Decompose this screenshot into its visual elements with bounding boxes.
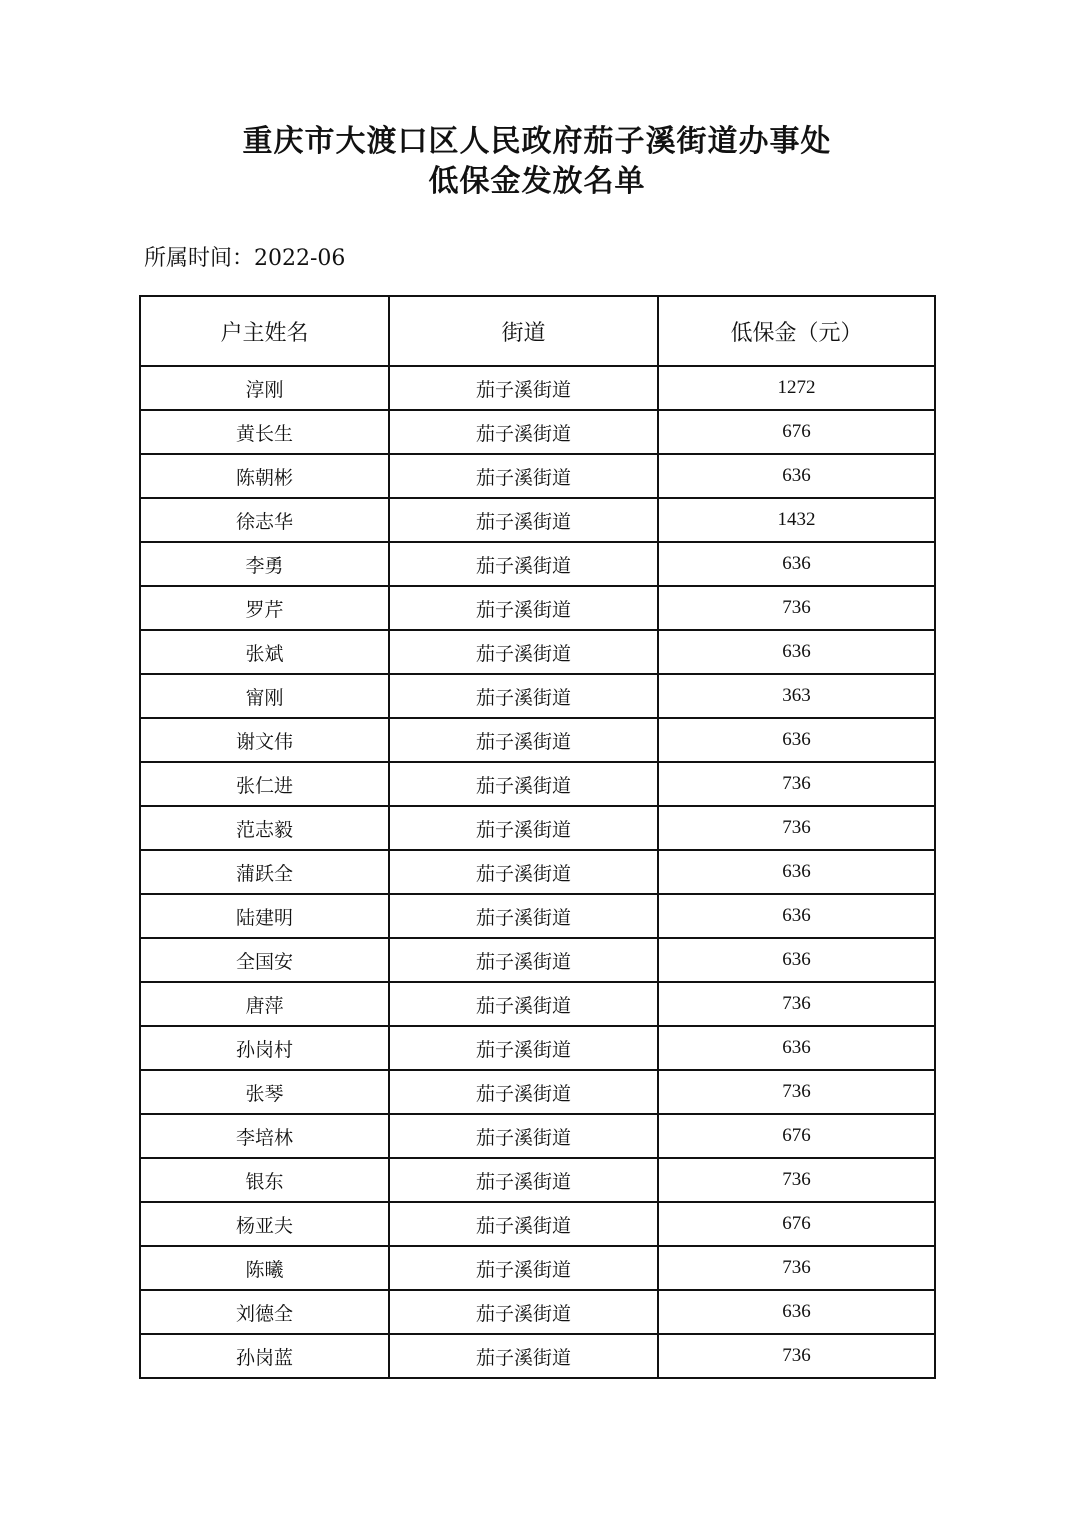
- cell-allowance-amount: 363: [658, 674, 935, 718]
- table-row: [140, 542, 935, 586]
- cell-householder-name: 银东: [140, 1158, 389, 1202]
- cell-householder-name: 谢文伟: [140, 718, 389, 762]
- cell-allowance-amount: 1432: [658, 498, 935, 542]
- cell-street: 茄子溪街道: [389, 630, 658, 674]
- cell-street: 茄子溪街道: [389, 762, 658, 806]
- cell-allowance-amount: 736: [658, 806, 935, 850]
- cell-householder-name: 刘德全: [140, 1290, 389, 1334]
- table-row: [140, 410, 935, 454]
- table-row: [140, 938, 935, 982]
- cell-allowance-amount: 736: [658, 982, 935, 1026]
- cell-householder-name: 唐萍: [140, 982, 389, 1026]
- cell-householder-name: 黄长生: [140, 410, 389, 454]
- table-row: [140, 366, 935, 410]
- cell-allowance-amount: 636: [658, 1026, 935, 1070]
- cell-householder-name: 范志毅: [140, 806, 389, 850]
- document-title-line2: 低保金发放名单: [428, 164, 646, 199]
- cell-street: 茄子溪街道: [389, 674, 658, 718]
- cell-householder-name: 李培林: [140, 1114, 389, 1158]
- cell-allowance-amount: 736: [658, 1246, 935, 1290]
- cell-allowance-amount: 736: [658, 586, 935, 630]
- cell-street: 茄子溪街道: [389, 1158, 658, 1202]
- cell-allowance-amount: 636: [658, 542, 935, 586]
- cell-householder-name: 陈朝彬: [140, 454, 389, 498]
- cell-allowance-amount: 1272: [658, 366, 935, 410]
- cell-allowance-amount: 636: [658, 850, 935, 894]
- table-row: [140, 850, 935, 894]
- cell-householder-name: 陈曦: [140, 1246, 389, 1290]
- header-householder-name: 户主姓名: [140, 296, 389, 366]
- cell-householder-name: 蒲跃全: [140, 850, 389, 894]
- table-row: [140, 1290, 935, 1334]
- document-title-line1: 重庆市大渡口区人民政府茄子溪街道办事处: [242, 124, 832, 159]
- cell-householder-name: 孙岗村: [140, 1026, 389, 1070]
- cell-allowance-amount: 636: [658, 1290, 935, 1334]
- cell-street: 茄子溪街道: [389, 366, 658, 410]
- table-row: [140, 498, 935, 542]
- cell-street: 茄子溪街道: [389, 1246, 658, 1290]
- cell-householder-name: 罗芹: [140, 586, 389, 630]
- table-header-row: [140, 296, 935, 366]
- cell-street: 茄子溪街道: [389, 454, 658, 498]
- cell-street: 茄子溪街道: [389, 850, 658, 894]
- cell-allowance-amount: 636: [658, 894, 935, 938]
- period-label: 所属时间：2022-06: [144, 246, 346, 271]
- header-street: 街道: [389, 296, 658, 366]
- cell-allowance-amount: 636: [658, 718, 935, 762]
- cell-street: 茄子溪街道: [389, 1290, 658, 1334]
- cell-householder-name: 淳刚: [140, 366, 389, 410]
- table-row: [140, 1334, 935, 1378]
- table-row: [140, 1070, 935, 1114]
- cell-allowance-amount: 676: [658, 410, 935, 454]
- cell-householder-name: 张斌: [140, 630, 389, 674]
- cell-householder-name: 李勇: [140, 542, 389, 586]
- table-body: [140, 366, 935, 1378]
- cell-householder-name: 全国安: [140, 938, 389, 982]
- cell-allowance-amount: 736: [658, 1334, 935, 1378]
- cell-allowance-amount: 676: [658, 1114, 935, 1158]
- allowance-table: [139, 295, 936, 1379]
- cell-street: 茄子溪街道: [389, 498, 658, 542]
- table-row: [140, 674, 935, 718]
- cell-householder-name: 陆建明: [140, 894, 389, 938]
- table-row: [140, 1246, 935, 1290]
- table-row: [140, 762, 935, 806]
- cell-allowance-amount: 736: [658, 1158, 935, 1202]
- cell-householder-name: 张琴: [140, 1070, 389, 1114]
- cell-street: 茄子溪街道: [389, 1202, 658, 1246]
- table-row: [140, 806, 935, 850]
- cell-street: 茄子溪街道: [389, 806, 658, 850]
- table-row: [140, 586, 935, 630]
- table-row: [140, 1026, 935, 1070]
- header-allowance-amount: 低保金（元）: [658, 296, 935, 366]
- cell-street: 茄子溪街道: [389, 894, 658, 938]
- table-row: [140, 894, 935, 938]
- cell-householder-name: 张仁进: [140, 762, 389, 806]
- cell-allowance-amount: 636: [658, 454, 935, 498]
- cell-street: 茄子溪街道: [389, 1334, 658, 1378]
- table-row: [140, 718, 935, 762]
- cell-householder-name: 孙岗蓝: [140, 1334, 389, 1378]
- cell-street: 茄子溪街道: [389, 410, 658, 454]
- table-row: [140, 982, 935, 1026]
- table-row: [140, 630, 935, 674]
- table-row: [140, 1202, 935, 1246]
- cell-allowance-amount: 636: [658, 938, 935, 982]
- cell-allowance-amount: 676: [658, 1202, 935, 1246]
- cell-allowance-amount: 636: [658, 630, 935, 674]
- cell-allowance-amount: 736: [658, 1070, 935, 1114]
- table-row: [140, 1158, 935, 1202]
- cell-street: 茄子溪街道: [389, 1114, 658, 1158]
- cell-street: 茄子溪街道: [389, 1070, 658, 1114]
- cell-householder-name: 徐志华: [140, 498, 389, 542]
- table-row: [140, 454, 935, 498]
- cell-street: 茄子溪街道: [389, 718, 658, 762]
- cell-householder-name: 杨亚夫: [140, 1202, 389, 1246]
- cell-street: 茄子溪街道: [389, 982, 658, 1026]
- cell-street: 茄子溪街道: [389, 542, 658, 586]
- cell-householder-name: 甯刚: [140, 674, 389, 718]
- cell-street: 茄子溪街道: [389, 586, 658, 630]
- cell-street: 茄子溪街道: [389, 938, 658, 982]
- table-row: [140, 1114, 935, 1158]
- cell-street: 茄子溪街道: [389, 1026, 658, 1070]
- cell-allowance-amount: 736: [658, 762, 935, 806]
